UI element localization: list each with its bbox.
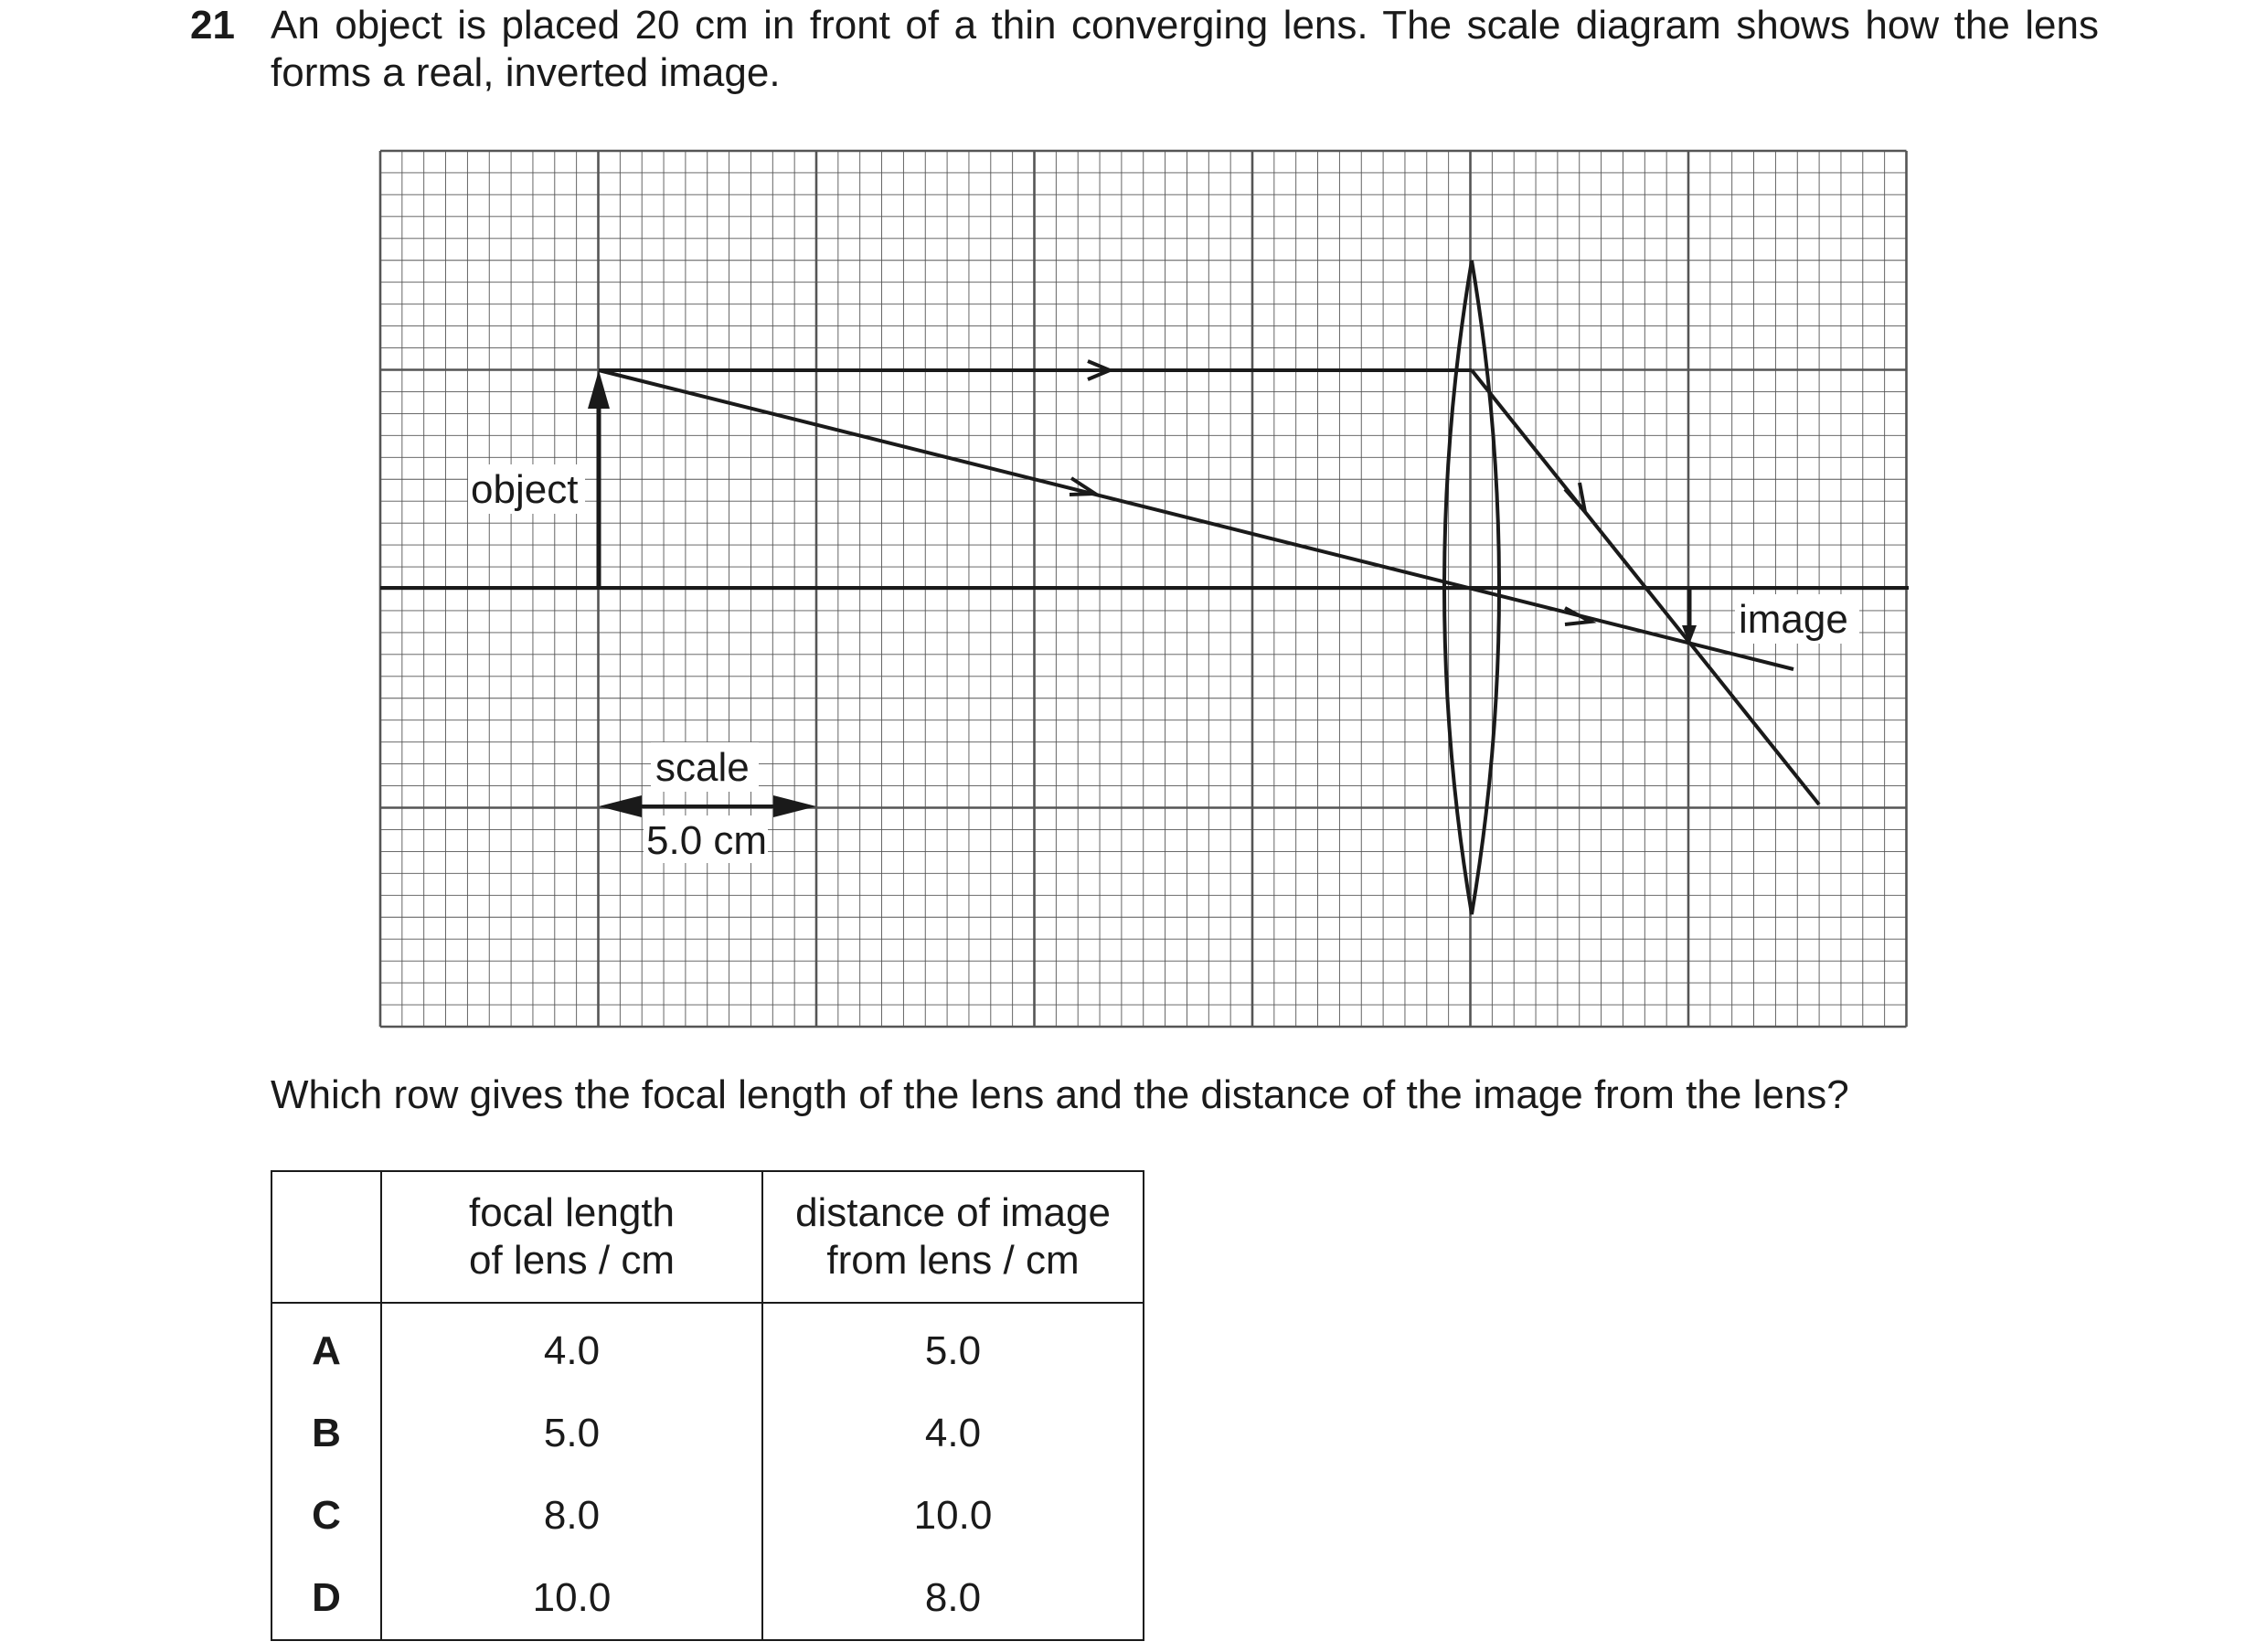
option-letter: A — [271, 1303, 381, 1392]
object-arrowhead — [588, 370, 610, 409]
table-header-row — [271, 1171, 1144, 1303]
image-distance-value: 8.0 — [762, 1557, 1144, 1640]
focal-length-value: 5.0 — [381, 1392, 762, 1475]
table-header-blank — [271, 1171, 381, 1303]
table-row — [271, 1475, 1144, 1557]
option-letter: D — [271, 1557, 381, 1640]
scale-value: 5.0 cm — [646, 818, 768, 863]
table-header-image-distance — [762, 1171, 1144, 1303]
table-row — [271, 1557, 1144, 1640]
table-header-line: focal length — [468, 1190, 676, 1235]
focal-length-value: 8.0 — [381, 1475, 762, 1557]
object-label: object — [471, 467, 579, 512]
image-distance-value: 5.0 — [762, 1303, 1144, 1392]
image-distance-value: 4.0 — [762, 1392, 1144, 1475]
table-row — [271, 1392, 1144, 1475]
image-distance-value: 10.0 — [762, 1475, 1144, 1557]
table-row — [271, 1303, 1144, 1392]
focal-length-value: 4.0 — [381, 1303, 762, 1392]
option-letter: B — [271, 1392, 381, 1475]
scale-label: scale — [655, 745, 750, 790]
answer-table — [271, 1170, 1144, 1641]
focal-length-value: 10.0 — [381, 1557, 762, 1640]
table-header-line: of lens / cm — [469, 1238, 675, 1283]
table-header-focal-length — [381, 1171, 762, 1303]
table-header-line: distance of image — [795, 1190, 1111, 1235]
table-header-line: from lens / cm — [826, 1238, 1080, 1283]
question-number: 21 — [190, 3, 235, 48]
question-text: An object is placed 20 cm in front of a thin converging lens. The scale diagram shows how the lens forms a real, inverted image. — [271, 3, 2099, 95]
question-prompt: Which row gives the focal length of the lens and the distance of the image from the lens? — [271, 1072, 1849, 1117]
central-ray — [599, 370, 1793, 669]
image-label: image — [1739, 597, 1848, 642]
option-letter: C — [271, 1475, 381, 1557]
